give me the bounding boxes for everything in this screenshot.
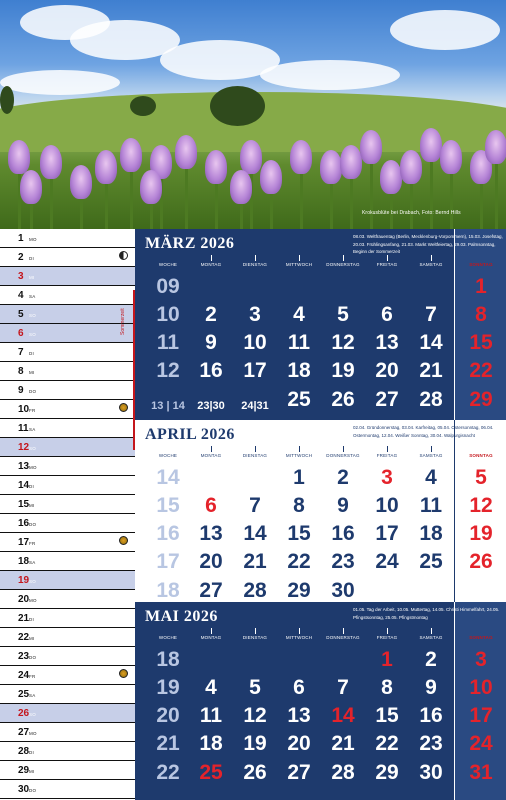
crocus-flower — [290, 140, 312, 174]
calendar-day: 27 — [287, 761, 311, 784]
calendar-day: 16 — [199, 359, 223, 382]
day-number: 2 — [18, 252, 24, 263]
day-number: 6 — [18, 328, 24, 339]
week-number: 18 — [156, 579, 180, 602]
day-row — [0, 723, 135, 742]
column-tick — [431, 255, 432, 261]
day-number: 9 — [18, 385, 24, 396]
calendar-day: 21 — [243, 550, 267, 573]
crocus-stem — [430, 156, 433, 229]
column-head: DIENSTAG — [242, 453, 268, 458]
day-weekday: SO — [29, 332, 36, 337]
crocus-flower — [120, 138, 142, 172]
day-row — [0, 533, 135, 552]
column-tick — [299, 628, 300, 634]
day-row — [0, 229, 135, 248]
crocus-stem — [130, 166, 133, 229]
calendar-day: 9 — [205, 331, 217, 354]
day-number: 5 — [18, 309, 24, 320]
calendar-day: 11 — [419, 494, 443, 517]
moon-phase-icon — [119, 403, 128, 412]
column-head: SAMSTAG — [419, 262, 443, 267]
week-number: 18 — [156, 648, 180, 671]
day-weekday: DI — [29, 351, 34, 356]
column-head: WOCHE — [158, 453, 178, 458]
day-weekday: SA — [29, 693, 36, 698]
calendar-day: 12 — [243, 704, 267, 727]
day-weekday: DO — [29, 389, 37, 394]
calendar-day: 3 — [475, 648, 487, 671]
calendar-day: 17 — [375, 522, 399, 545]
calendar-day: 6 — [205, 494, 217, 517]
day-weekday: FR — [29, 674, 36, 679]
column-tick — [299, 446, 300, 452]
column-head: MONTAG — [200, 262, 222, 267]
calendar-day: 26 — [469, 550, 493, 573]
day-number: 21 — [18, 613, 30, 624]
calendar-day: 1 — [293, 466, 305, 489]
day-number: 16 — [18, 518, 30, 529]
day-number: 19 — [18, 575, 30, 586]
day-weekday: SO — [29, 446, 36, 451]
crocus-flower — [320, 150, 342, 184]
day-weekday: DI — [29, 750, 34, 755]
day-list — [0, 229, 135, 800]
moon-phase-icon — [119, 251, 128, 260]
day-row — [0, 495, 135, 514]
day-number: 3 — [18, 271, 24, 282]
crocus-flower — [400, 150, 422, 184]
day-number: 14 — [18, 480, 30, 491]
holiday-notes: 01.05. Tag der Arbeit, 10.05. Muttertag, 14.05. Christi Himmelfahrt, 24.05. Pfingstsonntag, 25.05. Pfingstmontag — [353, 607, 500, 620]
day-weekday: DI — [29, 484, 34, 489]
column-tick — [343, 446, 344, 452]
day-weekday: MI — [29, 636, 35, 641]
calendar-day: 13 — [287, 704, 311, 727]
calendar-day: 20 — [375, 359, 399, 382]
calendar-day: 10 — [469, 676, 493, 699]
crocus-flower — [240, 140, 262, 174]
day-row — [0, 457, 135, 476]
calendar-day: 22 — [375, 732, 399, 755]
week-number: 13 | 14 — [151, 400, 185, 412]
day-weekday: SO — [29, 579, 36, 584]
calendar-day: 30 — [419, 761, 443, 784]
day-weekday: SA — [29, 294, 36, 299]
holiday-notes: 08.03. Weltfrauentag (Berlin, Mecklenburg-Vorpommern), 15.03. Josefstag, 20.03. Frühlingsanfang, 21.03. Markt Weltfeiertag, 29.03. Palmsonntag, Beginn der Sommerzeit — [353, 234, 503, 254]
day-row — [0, 742, 135, 761]
crocus-flower — [380, 160, 402, 194]
calendar-day: 15 — [469, 331, 493, 354]
day-number: 26 — [18, 708, 30, 719]
crocus-flower — [360, 130, 382, 164]
column-head: SAMSTAG — [419, 453, 443, 458]
day-row — [0, 609, 135, 628]
day-row — [0, 286, 135, 305]
column-head: WOCHE — [158, 635, 178, 640]
month-block-0 — [135, 229, 506, 420]
calendar-day: 15 — [287, 522, 311, 545]
day-number: 25 — [18, 689, 30, 700]
calendar-day: 28 — [331, 761, 355, 784]
week-number: 10 — [156, 303, 180, 326]
calendar-day: 27 — [375, 388, 399, 411]
crocus-stem — [350, 173, 353, 229]
column-tick — [255, 255, 256, 261]
day-weekday: DO — [29, 788, 37, 793]
week-number: 20 — [156, 704, 180, 727]
calendar-day: 14 — [419, 331, 443, 354]
crocus-flower — [420, 128, 442, 162]
calendar-day: 3 — [381, 466, 393, 489]
day-weekday: SA — [29, 560, 36, 565]
day-number: 17 — [18, 537, 30, 548]
column-head: DONNERSTAG — [326, 635, 360, 640]
day-number: 28 — [18, 746, 30, 757]
day-row — [0, 761, 135, 780]
crocus-flower — [175, 135, 197, 169]
week-number: 17 — [156, 550, 180, 573]
day-number: 27 — [18, 727, 30, 738]
calendar-day: 21 — [331, 732, 355, 755]
crocus-stem — [480, 178, 483, 229]
day-row — [0, 343, 135, 362]
calendar-day: 14 — [331, 704, 355, 727]
calendar-day: 4 — [425, 466, 437, 489]
day-row — [0, 552, 135, 571]
calendar-day: 28 — [419, 388, 443, 411]
crocus-flower — [230, 170, 252, 204]
column-tick — [211, 628, 212, 634]
calendar-day: 18 — [199, 732, 223, 755]
day-row — [0, 628, 135, 647]
week-number: 15 — [156, 494, 180, 517]
day-number: 22 — [18, 632, 30, 643]
calendar-day: 14 — [243, 522, 267, 545]
calendar-day: 4 — [205, 676, 217, 699]
day-number: 18 — [18, 556, 30, 567]
calendar-day: 19 — [331, 359, 355, 382]
month-block-1 — [135, 420, 506, 602]
day-row — [0, 324, 135, 343]
column-head: MONTAG — [200, 453, 222, 458]
calendar-day: 4 — [293, 303, 305, 326]
day-number: 10 — [18, 404, 30, 415]
day-weekday: MO — [29, 731, 37, 736]
month-title: APRIL 2026 — [145, 426, 235, 443]
day-weekday: FR — [29, 408, 36, 413]
calendar-day: 13 — [375, 331, 399, 354]
month-block-2 — [135, 602, 506, 800]
column-tick — [343, 255, 344, 261]
crocus-stem — [105, 178, 108, 229]
calendar-day: 21 — [419, 359, 443, 382]
crocus-flower — [140, 170, 162, 204]
calendar-day: 5 — [337, 303, 349, 326]
day-weekday: SO — [29, 313, 36, 318]
calendar-day: 19 — [469, 522, 493, 545]
column-head: WOCHE — [158, 262, 178, 267]
summer-time-label: Sommerzeit — [120, 308, 126, 335]
crocus-stem — [495, 158, 498, 229]
calendar-day: 2 — [337, 466, 349, 489]
calendar-day: 9 — [337, 494, 349, 517]
column-head: FREITAG — [376, 453, 398, 458]
calendar-day: 27 — [199, 579, 223, 602]
calendar-day: 25 — [419, 550, 443, 573]
day-row — [0, 438, 135, 457]
calendar-day: 9 — [425, 676, 437, 699]
calendar-day: 1 — [475, 275, 487, 298]
day-weekday: MI — [29, 503, 35, 508]
calendar-day: 23|30 — [197, 400, 225, 412]
calendar-day: 15 — [375, 704, 399, 727]
column-head: DIENSTAG — [242, 635, 268, 640]
column-head: SAMSTAG — [419, 635, 443, 640]
calendar-day: 2 — [425, 648, 437, 671]
calendar-day: 6 — [381, 303, 393, 326]
crocus-flower — [95, 150, 117, 184]
moon-phase-icon — [119, 536, 128, 545]
calendar-day: 26 — [243, 761, 267, 784]
crocus-stem — [410, 178, 413, 229]
day-row — [0, 419, 135, 438]
day-row — [0, 685, 135, 704]
crocus-flower — [70, 165, 92, 199]
crocus-flower — [20, 170, 42, 204]
column-tick — [387, 628, 388, 634]
crocus-stem — [18, 168, 21, 229]
crocus-flower — [260, 160, 282, 194]
day-row — [0, 780, 135, 799]
day-number: 11 — [18, 423, 29, 434]
crocus-stem — [370, 158, 373, 229]
calendar-photo — [0, 0, 506, 229]
column-head: MITTWOCH — [285, 635, 313, 640]
calendar-day: 16 — [419, 704, 443, 727]
crocus-stem — [390, 188, 393, 229]
column-tick — [343, 628, 344, 634]
day-weekday: MI — [29, 769, 35, 774]
day-row — [0, 704, 135, 723]
calendar-day: 7 — [425, 303, 437, 326]
crocus-stem — [50, 173, 53, 229]
day-number: 20 — [18, 594, 30, 605]
day-weekday: MI — [29, 275, 35, 280]
calendar-day: 22 — [469, 359, 493, 382]
crocus-flower — [340, 145, 362, 179]
calendar-day: 5 — [475, 466, 487, 489]
calendar-day: 29 — [469, 388, 493, 411]
column-head: DONNERSTAG — [326, 453, 360, 458]
day-row — [0, 362, 135, 381]
column-tick — [255, 628, 256, 634]
week-number: 19 — [156, 676, 180, 699]
calendar-day: 31 — [469, 761, 493, 784]
day-row — [0, 514, 135, 533]
day-row — [0, 571, 135, 590]
calendar-day: 11 — [199, 704, 223, 727]
crocus-stem — [250, 168, 253, 229]
column-tick — [431, 628, 432, 634]
crocus-stem — [300, 168, 303, 229]
week-number: 12 — [156, 359, 180, 382]
crocus-flower — [40, 145, 62, 179]
day-weekday: DI — [29, 256, 34, 261]
day-weekday: MI — [29, 370, 35, 375]
day-row — [0, 476, 135, 495]
calendar-day: 10 — [243, 331, 267, 354]
day-number: 7 — [18, 347, 24, 358]
day-weekday: MO — [29, 598, 37, 603]
calendar-day: 17 — [243, 359, 267, 382]
column-head: FREITAG — [376, 262, 398, 267]
day-number: 15 — [18, 499, 30, 510]
calendar-day: 28 — [243, 579, 267, 602]
column-head: DIENSTAG — [242, 262, 268, 267]
calendar-day: 17 — [469, 704, 493, 727]
day-number: 4 — [18, 290, 24, 301]
calendar-day: 2 — [205, 303, 217, 326]
column-tick — [211, 255, 212, 261]
calendar-day: 3 — [249, 303, 261, 326]
column-tick — [387, 446, 388, 452]
crocus-flower — [8, 140, 30, 174]
calendar-day: 12 — [469, 494, 493, 517]
calendar-day: 25 — [199, 761, 223, 784]
column-tick — [255, 446, 256, 452]
week-number: 14 — [156, 466, 180, 489]
crocus-stem — [215, 178, 218, 229]
calendar-day: 20 — [199, 550, 223, 573]
day-weekday: MO — [29, 237, 37, 242]
calendar-day: 5 — [249, 676, 261, 699]
day-row — [0, 248, 135, 267]
holiday-notes: 02.04. Gründonnerstag, 03.04. Karfreitag, 05.04. Ostersonntag, 06.04. Ostermontag, 12.04. Weißer Sonntag, 30.04. Walpurgisnacht — [353, 425, 494, 438]
calendar-day: 19 — [243, 732, 267, 755]
day-weekday: DO — [29, 522, 37, 527]
month-title: MAI 2026 — [145, 608, 218, 625]
calendar-day: 1 — [381, 648, 393, 671]
day-number: 8 — [18, 366, 24, 377]
week-number: 16 — [156, 522, 180, 545]
column-head: SONNTAG — [469, 262, 493, 267]
calendar-day: 12 — [331, 331, 355, 354]
column-tick — [387, 255, 388, 261]
calendar-day: 30 — [331, 579, 355, 602]
column-tick — [299, 255, 300, 261]
calendar-day: 18 — [419, 522, 443, 545]
photo-caption: Krokusblüte bei Drabach, Foto: Bernd Hills — [362, 210, 461, 216]
crocus-stem — [270, 188, 273, 229]
day-number: 29 — [18, 765, 30, 776]
day-weekday: SO — [29, 712, 36, 717]
column-head: SONNTAG — [469, 453, 493, 458]
column-head: FREITAG — [376, 635, 398, 640]
day-number: 1 — [18, 233, 24, 244]
calendar-day: 24 — [469, 732, 493, 755]
day-row — [0, 666, 135, 685]
week-number: 09 — [156, 275, 180, 298]
calendar-day: 20 — [287, 732, 311, 755]
crocus-stem — [330, 178, 333, 229]
calendar-day: 23 — [331, 550, 355, 573]
day-weekday: DI — [29, 617, 34, 622]
column-head: DONNERSTAG — [326, 262, 360, 267]
week-number: 22 — [156, 761, 180, 784]
crocus-stem — [185, 163, 188, 229]
calendar-day: 8 — [293, 494, 305, 517]
calendar-day: 8 — [381, 676, 393, 699]
calendar-day: 7 — [337, 676, 349, 699]
day-row — [0, 590, 135, 609]
day-weekday: SA — [29, 427, 36, 432]
column-tick — [431, 446, 432, 452]
day-row — [0, 400, 135, 419]
day-number: 13 — [18, 461, 30, 472]
column-tick — [211, 446, 212, 452]
day-row — [0, 381, 135, 400]
column-head: MITTWOCH — [285, 453, 313, 458]
calendar-day: 6 — [293, 676, 305, 699]
column-head: MONTAG — [200, 635, 222, 640]
day-weekday: FR — [29, 541, 36, 546]
calendar-day: 7 — [249, 494, 261, 517]
day-number: 24 — [18, 670, 30, 681]
day-row — [0, 647, 135, 666]
crocus-flower — [205, 150, 227, 184]
calendar-day: 16 — [331, 522, 355, 545]
day-weekday: MO — [29, 465, 37, 470]
week-number: 11 — [156, 331, 180, 354]
calendar-day: 11 — [287, 331, 311, 354]
crocus-flower — [440, 140, 462, 174]
day-number: 12 — [18, 442, 30, 453]
day-number: 30 — [18, 784, 30, 795]
crocus-stem — [450, 168, 453, 229]
day-weekday: DO — [29, 655, 37, 660]
day-row — [0, 267, 135, 286]
calendar-day: 8 — [475, 303, 487, 326]
column-head: SONNTAG — [469, 635, 493, 640]
calendar-day: 26 — [331, 388, 355, 411]
crocus-flower — [485, 130, 506, 164]
moon-phase-icon — [119, 669, 128, 678]
day-number: 23 — [18, 651, 30, 662]
calendar-day: 29 — [375, 761, 399, 784]
week-number: 21 — [156, 732, 180, 755]
calendar-day: 24 — [375, 550, 399, 573]
calendar-day: 18 — [287, 359, 311, 382]
calendar-day: 25 — [287, 388, 311, 411]
day-row — [0, 305, 135, 324]
column-head: MITTWOCH — [285, 262, 313, 267]
calendar-day: 24|31 — [241, 400, 269, 412]
calendar-day: 23 — [419, 732, 443, 755]
calendar-day: 13 — [199, 522, 223, 545]
calendar-day: 29 — [287, 579, 311, 602]
calendar-day: 22 — [287, 550, 311, 573]
calendar-day: 10 — [375, 494, 399, 517]
month-title: MÄRZ 2026 — [145, 235, 235, 252]
